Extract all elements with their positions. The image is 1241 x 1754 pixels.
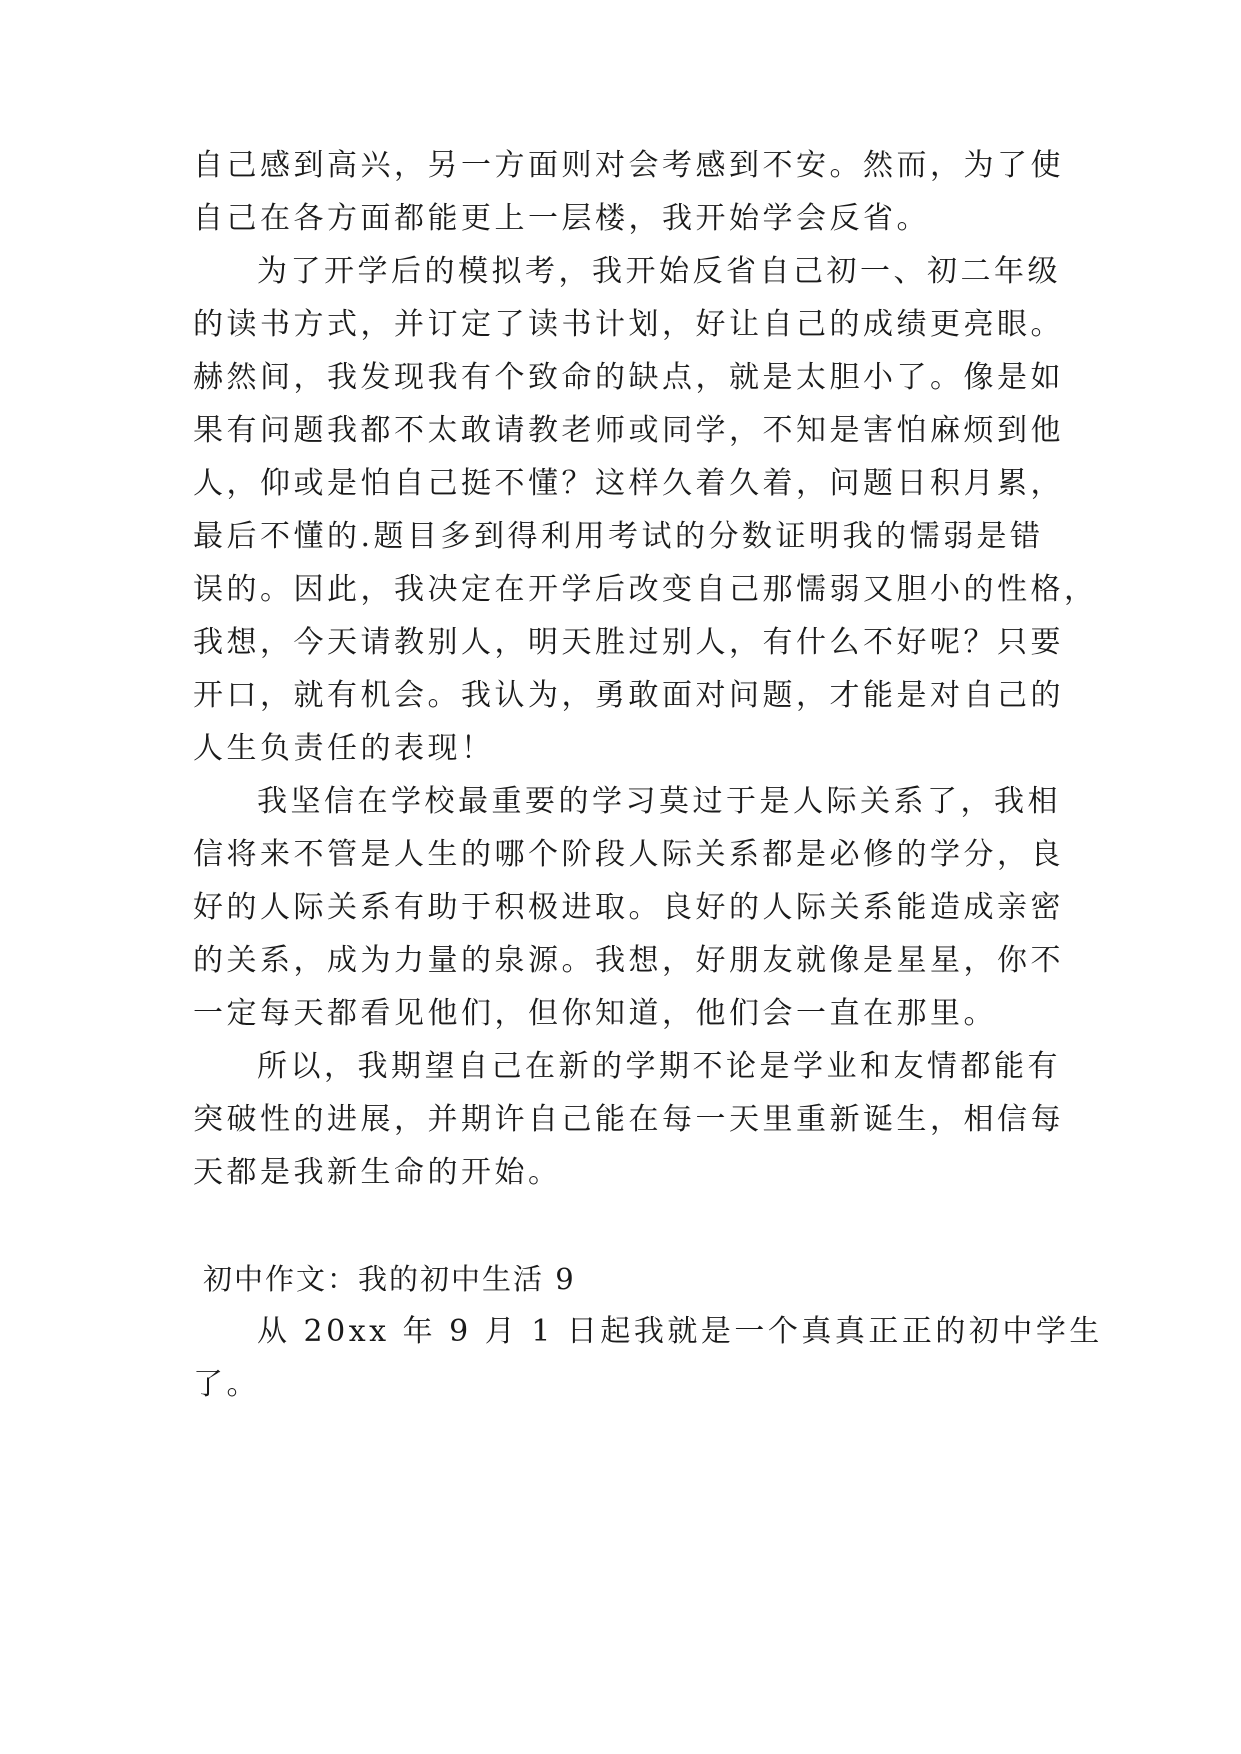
paragraph-line: 所以，我期望自己在新的学期不论是学业和友情都能有 xyxy=(257,1049,1061,1084)
paragraph-line: 自己感到高兴，另一方面则对会考感到不安。然而，为了使 xyxy=(193,148,1064,183)
paragraph-line: 一定每天都看见他们，但你知道，他们会一直在那里。 xyxy=(193,996,997,1031)
paragraph-line: 赫然间，我发现我有个致命的缺点，就是太胆小了。像是如 xyxy=(193,360,1064,395)
paragraph-line: 为了开学后的模拟考，我开始反省自己初一、初二年级 xyxy=(257,254,1061,289)
paragraph-line: 了。 xyxy=(193,1367,260,1402)
paragraph-line: 我想，今天请教别人，明天胜过别人，有什么不好呢？只要 xyxy=(193,625,1064,660)
paragraph-line: 人，仰或是怕自己挺不懂？这样久着久着，问题日积月累， xyxy=(193,466,1064,501)
paragraph-line: 的读书方式，并订定了读书计划，好让自己的成绩更亮眼。 xyxy=(193,307,1064,342)
paragraph-line: 误的。因此，我决定在开学后改变自己那懦弱又胆小的性格， xyxy=(193,572,1098,607)
paragraph-line: 从 20xx 年 9 月 1 日起我就是一个真真正正的初中学生 xyxy=(257,1314,1103,1349)
paragraph-line: 最后不懂的.题目多到得利用考试的分数证明我的懦弱是错 xyxy=(193,519,1044,554)
essay-title: 初中作文：我的初中生活 9 xyxy=(203,1262,576,1296)
paragraph-line: 自己在各方面都能更上一层楼，我开始学会反省。 xyxy=(193,201,930,236)
paragraph-line: 好的人际关系有助于积极进取。良好的人际关系能造成亲密 xyxy=(193,890,1064,925)
paragraph-line: 我坚信在学校最重要的学习莫过于是人际关系了，我相 xyxy=(257,784,1061,819)
paragraph-line: 的关系，成为力量的泉源。我想，好朋友就像是星星，你不 xyxy=(193,943,1064,978)
paragraph-line: 人生负责任的表现！ xyxy=(193,731,495,766)
paragraph-line: 突破性的进展，并期许自己能在每一天里重新诞生，相信每 xyxy=(193,1102,1064,1137)
paragraph-line: 果有问题我都不太敢请教老师或同学，不知是害怕麻烦到他 xyxy=(193,413,1064,448)
paragraph-line: 天都是我新生命的开始。 xyxy=(193,1155,562,1190)
paragraph-line: 开口，就有机会。我认为，勇敢面对问题，才能是对自己的 xyxy=(193,678,1064,713)
paragraph-line: 信将来不管是人生的哪个阶段人际关系都是必修的学分，良 xyxy=(193,837,1064,872)
